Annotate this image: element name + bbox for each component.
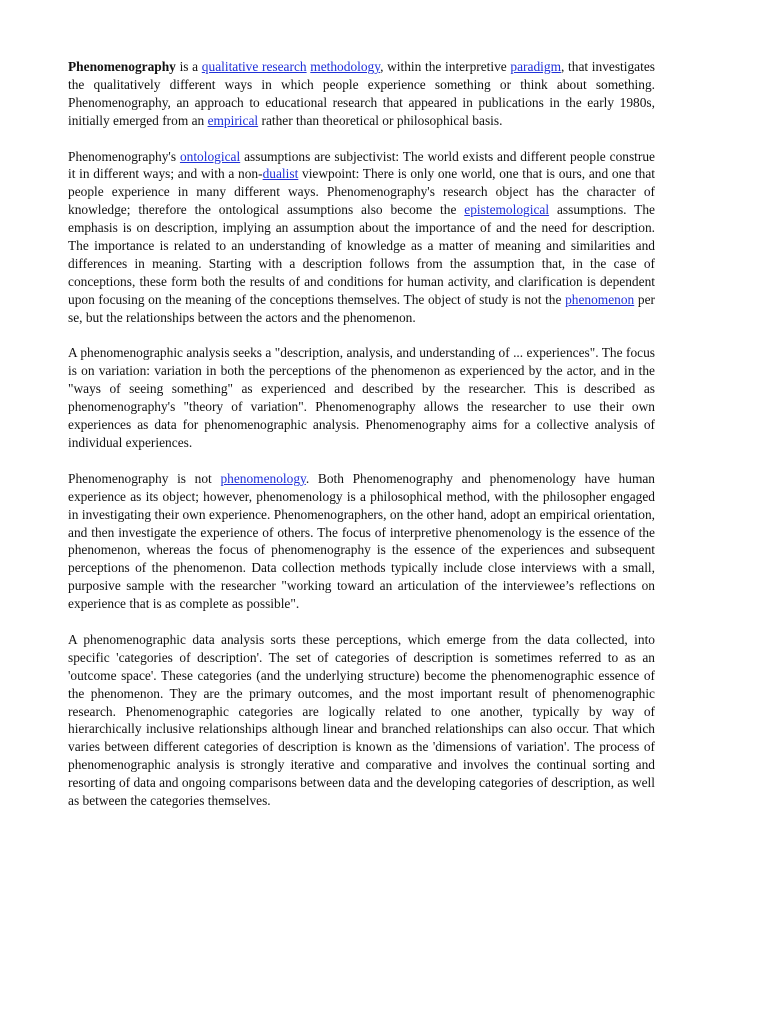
link-epistemological[interactable]: epistemological	[464, 202, 550, 218]
link-phenomenology[interactable]: phenomenology	[220, 470, 306, 486]
link-dualist[interactable]: dualist	[262, 166, 299, 182]
text-span: rather than theoretical or philosophical basis.	[258, 112, 503, 128]
text-span: assumptions. The emphasis is on description, implying an assumption about the importance of and the need for description. The importance is related to an understanding of knowledge as a matter of meaning and similarities and differences in meaning. Starting with a description follows from the assumption that, in the case of conceptions, these form both the results of and conditions for human activity, and clarification is dependent upon focusing on the meaning of the conceptions themselves. The object of study is not the	[68, 202, 655, 307]
link-ontological[interactable]: ontological	[179, 148, 241, 164]
link-phenomenon[interactable]: phenomenon	[565, 291, 635, 307]
link-methodology[interactable]: methodology	[310, 59, 381, 74]
paragraph-assumptions	[68, 148, 655, 327]
text-span: per se, but the relationships between the actors and the phenomenon.	[68, 291, 655, 325]
text-span: . Both Phenomenography and phenomenology have human experience as its object; however, phenomenology is a philosophical method, with the philosopher engaged in investigating their own experience. Phenomenographers, on the other hand, adopt an empirical orientation, and then investigate the experience of others. The focus of interpretive phenomenology is the essence of the phenomenon, whereas the focus of phenomenography is the essence of the experiences and subsequent perceptions of the phenomenon. Data collection methods typically include close interviews with a small, purposive sample with the researcher "working toward an articulation of the interviewee’s reflections on experience that is as complete as possible".	[68, 470, 655, 612]
text-span: Phenomenography's	[68, 148, 180, 164]
paragraph-analysis: A phenomenographic analysis seeks a "description, analysis, and understanding of ... experiences". The focus is on variation: variation in both the perceptions of the phenomenon as experienced by the actor, and in the "ways of seeing something" as experienced and described by the researcher. This is described as phenomenography's "theory of variation". Phenomenography allows the researcher to use their own experiences as data for phenomenographic analysis. Phenomenography aims for a collective analysis of individual experiences.	[68, 345, 655, 450]
text-span: , within the interpretive	[380, 59, 511, 74]
link-qualitative-research[interactable]: qualitative research	[201, 59, 307, 74]
text-span: assumptions are subjectivist: The world exists and different people construe it in different ways; and with a non-	[68, 148, 655, 182]
text-span: Phenomenography is not	[68, 470, 221, 486]
text-span: viewpoint: There is only one world, one that is ours, and one that people experience in many different ways. Phenomenography's research object has the character of knowledge; therefore the ontological assumptions also become the	[68, 166, 655, 218]
link-empirical[interactable]: empirical	[207, 112, 259, 128]
paragraph-definition	[68, 58, 655, 130]
term-phenomenography: Phenomenography	[68, 59, 176, 74]
document-page	[68, 58, 655, 828]
link-paradigm[interactable]: paradigm	[510, 59, 561, 74]
text-span: is a	[175, 59, 202, 74]
paragraph-comparison	[68, 470, 655, 613]
text-span: , that investigates the qualitatively different ways in which people experience something or think about something. Phenomenography, an approach to educational research that appeared in publications in the early 1980s, initially emerged from an	[68, 59, 655, 128]
paragraph-data-analysis: A phenomenographic data analysis sorts these perceptions, which emerge from the data collected, into specific 'categories of description'. The set of categories of description is sometimes referred to as an 'outcome space'. These categories (and the underlying structure) become the phenomenographic essence of the phenomenon. They are the primary outcomes, and the most important result of phenomenographic research. Phenomenographic categories are logically related to one another, typically by way of hierarchically inclusive relationships although linear and branched relationships can also occur. That which varies between different categories of description is known as the 'dimensions of variation'. The process of phenomenographic analysis is strongly iterative and comparative and involves the continual sorting and resorting of data and ongoing comparisons between data and the developing categories of description, as well as between the categories themselves.	[68, 631, 655, 809]
